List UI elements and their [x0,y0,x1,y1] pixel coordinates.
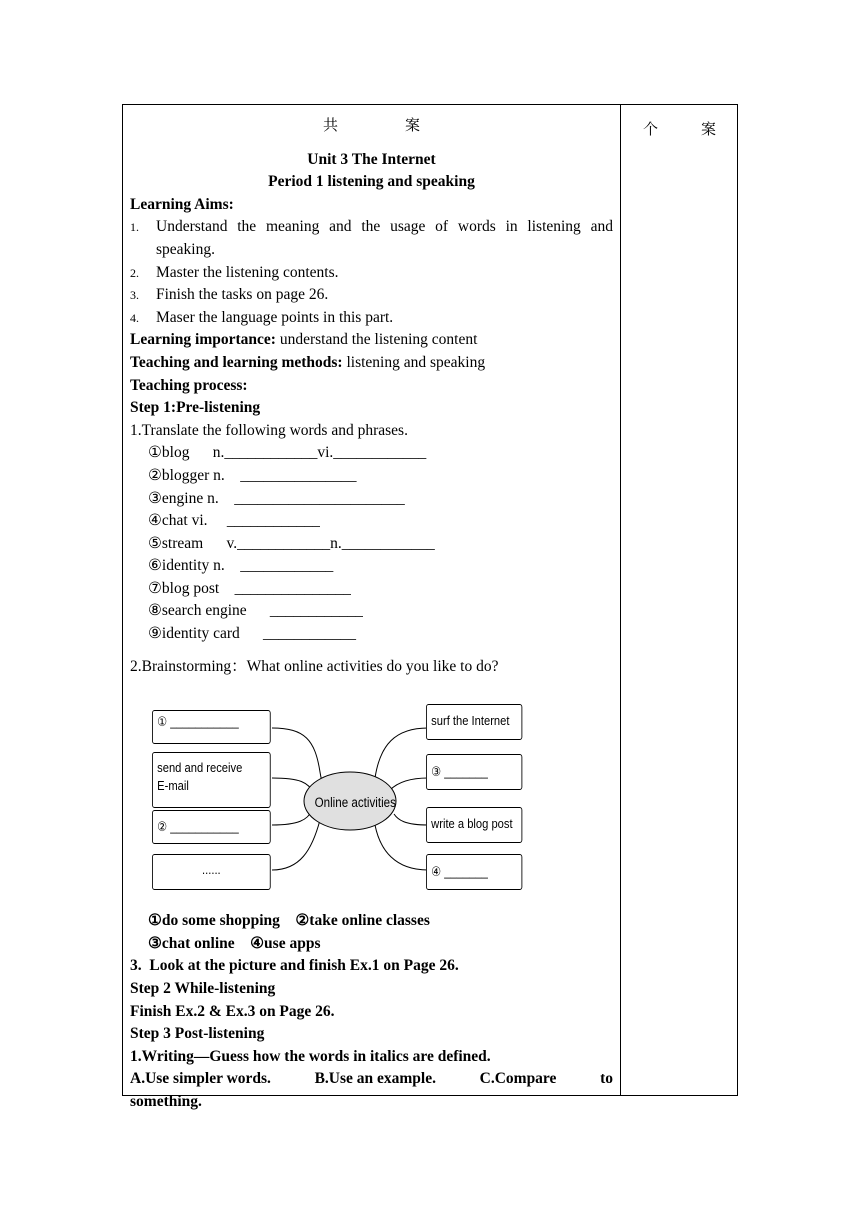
vocab-item: ⑧search engine ____________ [148,602,363,620]
aim-item: 1. Understand the meaning and the usage of words in listening and speaking. [130,218,613,258]
vocab-item: ⑨identity card ____________ [148,625,357,643]
options-tail: something. [130,1093,202,1110]
mind-map-box: write a blog post [426,807,522,843]
teaching-methods: Teaching and learning methods: listening and speaking [130,353,486,371]
step2-heading: Step 2 While-listening [130,980,276,998]
shared-plan-column [130,114,613,1114]
mind-map [130,690,550,900]
unit-title: Unit 3 The Internet [307,150,436,168]
aim-item: 3. Finish the tasks on page 26. [130,286,329,304]
vocab-item: ④chat vi. ____________ [148,512,320,530]
step3-heading: Step 3 Post-listening [130,1025,265,1043]
task3: 3. Look at the picture and finish Ex.1 on Page 26. [130,957,459,975]
mind-map-box: ③ _______ [426,754,522,790]
mind-map-box: ① ___________ [152,710,271,744]
translate-task: 1.Translate the following words and phrases. [130,421,408,439]
brainstorm-task: 2.Brainstorming：What online activities do you like to do? [130,657,499,675]
vocab-item: ③engine n. ______________________ [148,489,405,507]
right-column-header: 个 案 [642,120,730,138]
learning-aims-heading: Learning Aims: [130,195,234,213]
mind-map-box: surf the Internet [426,704,522,740]
mind-map-center: Online activities [314,795,396,811]
mind-map-box: send and receive E-mail [152,752,271,808]
writing-task: 1.Writing—Guess how the words in italics are defined. [130,1047,491,1065]
left-column-header: 共 案 [322,116,446,134]
mind-map-box: ④ _______ [426,854,522,890]
vocab-item: ⑦blog post _______________ [148,579,351,597]
answers-line: ③chat online ④use apps [148,934,321,952]
step2-task: Finish Ex.2 & Ex.3 on Page 26. [130,1002,335,1020]
step1-heading: Step 1:Pre-listening [130,399,261,417]
options-line: A.Use simpler words. B.Use an example. C.Compare to [130,1070,613,1088]
mind-map-box: ...... [152,854,271,890]
mind-map-box: ② ___________ [152,810,271,844]
vocab-item: ①blog n.____________vi.____________ [148,444,427,462]
vocab-item: ⑥identity n. ____________ [148,557,334,575]
aim-item: 4. Maser the language points in this part. [130,308,394,326]
learning-importance: Learning importance: understand the listening content [130,331,478,349]
answers-line: ①do some shopping ②take online classes [148,912,430,930]
teaching-process-heading: Teaching process: [130,376,248,394]
vocab-item: ⑤stream v.____________n.____________ [148,534,435,552]
vocab-item: ②blogger n. _______________ [148,466,357,484]
aim-item: 2. Master the listening contents. [130,263,339,281]
column-divider [620,104,621,1096]
period-subtitle: Period 1 listening and speaking [268,173,475,191]
